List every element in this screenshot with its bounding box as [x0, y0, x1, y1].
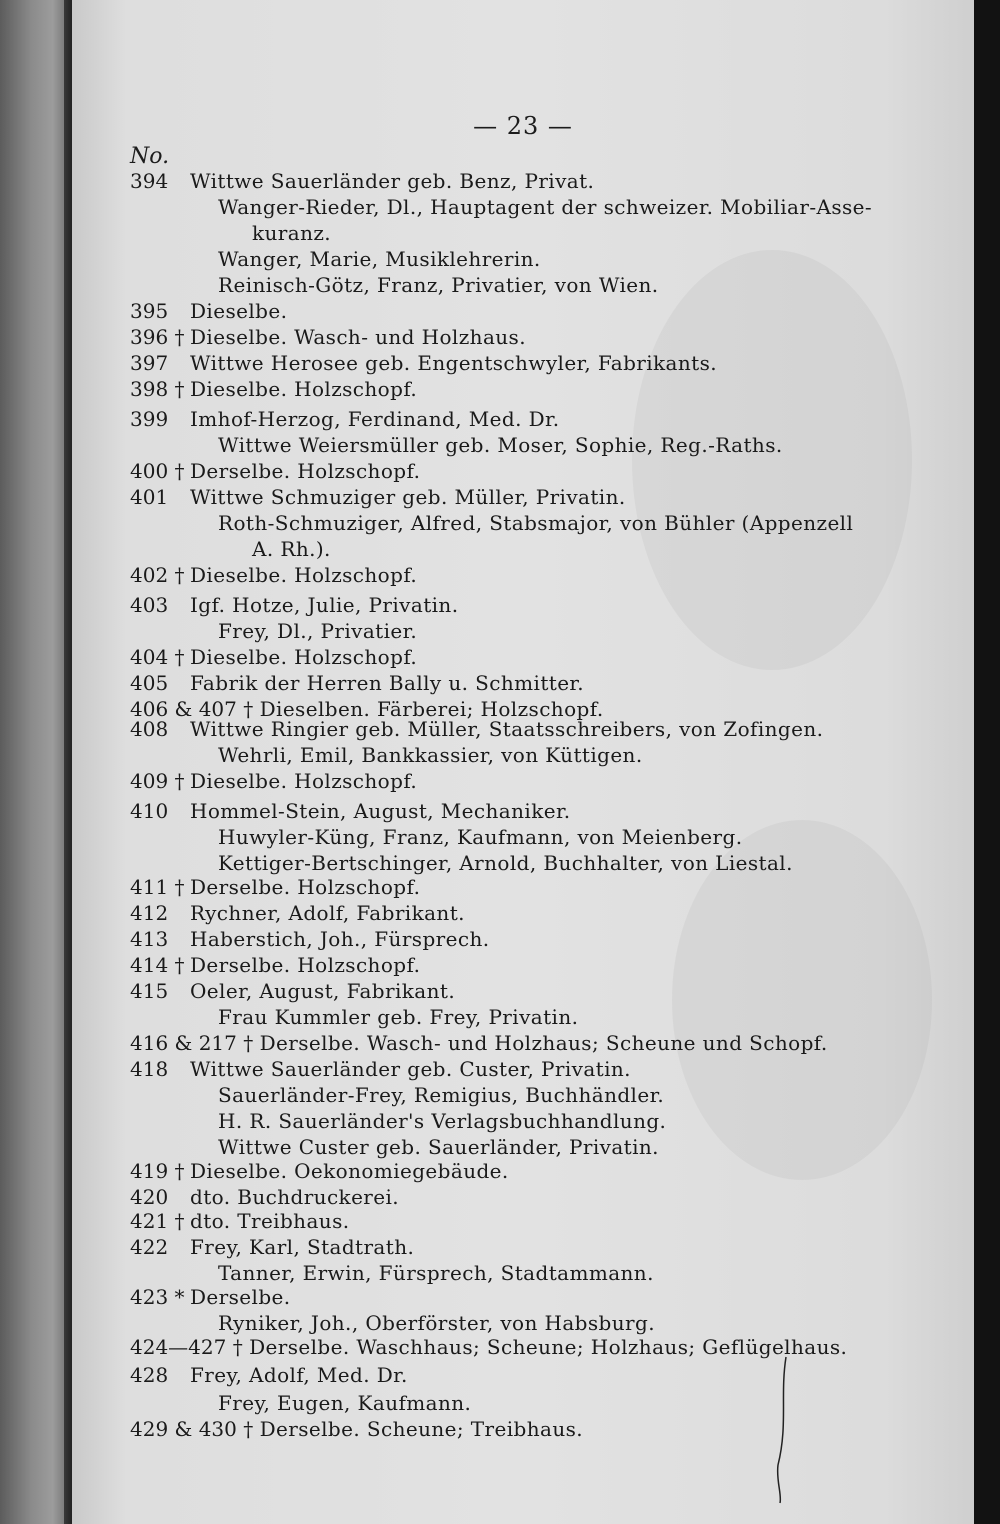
entry-line: [72, 618, 974, 644]
entry-number: 396 †: [130, 325, 185, 349]
entry-text: A. Rh.).: [252, 537, 331, 561]
entry-number: 428: [130, 1363, 169, 1387]
entry-line: [72, 432, 974, 458]
entry-line: [72, 592, 974, 618]
entry-line: [72, 900, 974, 926]
entry-text: Huwyler-Küng, Franz, Kaufmann, von Meienberg.: [218, 825, 743, 849]
entry-text: H. R. Sauerländer's Verlagsbuchhandlung.: [218, 1109, 667, 1133]
entry-line: [72, 484, 974, 510]
entry-text: Dieselbe. Wasch- und Holzhaus.: [190, 325, 526, 349]
entry-line: [72, 768, 974, 794]
entry-text: Wittwe Ringier geb. Müller, Staatsschreibers, von Zofingen.: [190, 717, 824, 741]
entry-line: [72, 220, 974, 246]
entry-line: [72, 1310, 974, 1336]
entry-line: [72, 874, 974, 900]
entry-text: Haberstich, Joh., Fürsprech.: [190, 927, 490, 951]
entry-number: 403: [130, 593, 169, 617]
entry-text: Wanger-Rieder, Dl., Hauptagent der schweizer. Mobiliar-Asse-: [218, 195, 873, 219]
entry-text: kuranz.: [252, 221, 332, 245]
entry-wrap: [130, 1416, 583, 1442]
entry-line: [72, 1158, 974, 1184]
entry-text: Derselbe. Holzschopf.: [190, 459, 421, 483]
entry-line: [72, 562, 974, 588]
entry-number: 422: [130, 1235, 169, 1259]
entry-number: 411 †: [130, 875, 185, 899]
entry-line: [72, 246, 974, 272]
entry-text: Ryniker, Joh., Oberförster, von Habsburg.: [218, 1311, 655, 1335]
entry-text: Oeler, August, Fabrikant.: [190, 979, 456, 1003]
entry-number: 423 *: [130, 1285, 185, 1309]
page-number: — 23 —: [473, 112, 573, 140]
entry-number: 409 †: [130, 769, 185, 793]
entry-number: 421 †: [130, 1209, 185, 1233]
entry-number: 415: [130, 979, 169, 1003]
entry-text: Derselbe. Scheune; Treibhaus.: [259, 1417, 584, 1441]
entry-number: 416 & 217 †: [130, 1031, 260, 1055]
entry-number: 419 †: [130, 1159, 185, 1183]
entry-text: Frey, Eugen, Kaufmann.: [218, 1391, 472, 1415]
entry-text: Derselbe. Holzschopf.: [190, 875, 421, 899]
entry-line: [72, 1390, 974, 1416]
entry-number: 404 †: [130, 645, 185, 669]
entry-number: 398 †: [130, 377, 185, 401]
entry-text: Wittwe Sauerländer geb. Benz, Privat.: [190, 169, 595, 193]
entry-number: 414 †: [130, 953, 185, 977]
entry-line: [72, 324, 974, 350]
entry-number: 413: [130, 927, 169, 951]
entry-text: Dieselbe. Holzschopf.: [190, 377, 418, 401]
entry-line: [72, 644, 974, 670]
book-page: [72, 0, 974, 1524]
entry-text: Igf. Hotze, Julie, Privatin.: [190, 593, 459, 617]
entry-text: Wittwe Schmuziger geb. Müller, Privatin.: [190, 485, 626, 509]
entry-text: Reinisch-Götz, Franz, Privatier, von Wien.: [218, 273, 659, 297]
pen-mark: [772, 1355, 792, 1505]
entry-line: [72, 458, 974, 484]
entry-line: [72, 978, 974, 1004]
entry-text: Rychner, Adolf, Fabrikant.: [190, 901, 465, 925]
entry-line: [72, 742, 974, 768]
entry-list: [72, 0, 974, 1524]
entry-line: [72, 1362, 974, 1388]
entry-number: 429 & 430 †: [130, 1417, 260, 1441]
entry-line: [72, 716, 974, 742]
entry-number: 402 †: [130, 563, 185, 587]
entry-text: Dieselbe. Holzschopf.: [190, 645, 418, 669]
entry-line: [72, 670, 974, 696]
entry-text: Hommel-Stein, August, Mechaniker.: [190, 799, 571, 823]
entry-number: 401: [130, 485, 169, 509]
entry-line: [72, 1208, 974, 1234]
entry-text: Wittwe Custer geb. Sauerländer, Privatin.: [218, 1135, 659, 1159]
entry-text: Kettiger-Bertschinger, Arnold, Buchhalter, von Liestal.: [218, 851, 793, 875]
entry-text: Fabrik der Herren Bally u. Schmitter.: [190, 671, 584, 695]
entry-text: dto. Buchdruckerei.: [190, 1185, 400, 1209]
entry-text: Derselbe. Holzschopf.: [190, 953, 421, 977]
entry-line: [72, 168, 974, 194]
entry-line: [72, 536, 974, 562]
entry-line: [72, 1260, 974, 1286]
book-gutter: [64, 0, 72, 1524]
entry-text: Wittwe Herosee geb. Engentschwyler, Fabrikants.: [190, 351, 718, 375]
entry-text: dto. Treibhaus.: [190, 1209, 350, 1233]
entry-text: Wittwe Weiersmüller geb. Moser, Sophie, Reg.-Raths.: [218, 433, 783, 457]
entry-text: Wehrli, Emil, Bankkassier, von Küttigen.: [218, 743, 643, 767]
entry-text: Derselbe.: [190, 1285, 291, 1309]
entry-text: Dieselben. Färberei; Holzschopf.: [259, 697, 604, 721]
entry-number: 408: [130, 717, 169, 741]
entry-number: 412: [130, 901, 169, 925]
entry-line: [72, 510, 974, 536]
entry-text: Sauerländer-Frey, Remigius, Buchhändler.: [218, 1083, 665, 1107]
column-header-no: No.: [130, 144, 170, 169]
entry-text: Dieselbe. Holzschopf.: [190, 769, 418, 793]
entry-line: [72, 1184, 974, 1210]
entry-line: [72, 1056, 974, 1082]
entry-text: Derselbe. Wasch- und Holzhaus; Scheune und Schopf.: [259, 1031, 828, 1055]
entry-line: [72, 1082, 974, 1108]
entry-line: [72, 376, 974, 402]
entry-line: [72, 194, 974, 220]
entry-text: Frey, Dl., Privatier.: [218, 619, 418, 643]
entry-line: [72, 272, 974, 298]
entry-text: Frey, Adolf, Med. Dr.: [190, 1363, 408, 1387]
entry-text: Wanger, Marie, Musiklehrerin.: [218, 247, 541, 271]
entry-line: [72, 1108, 974, 1134]
entry-line: [72, 926, 974, 952]
entry-number: 394: [130, 169, 169, 193]
entry-line: [72, 1234, 974, 1260]
entry-line: [72, 1416, 974, 1442]
entry-line: [72, 1134, 974, 1160]
entry-text: Frau Kummler geb. Frey, Privatin.: [218, 1005, 579, 1029]
entry-number: 420: [130, 1185, 169, 1209]
entry-text: Frey, Karl, Stadtrath.: [190, 1235, 415, 1259]
entry-number: 395: [130, 299, 169, 323]
entry-number: 410: [130, 799, 169, 823]
background-edge: [974, 0, 1000, 1524]
entry-line: [72, 824, 974, 850]
entry-line: [72, 1284, 974, 1310]
entry-line: [72, 850, 974, 876]
entry-number: 399: [130, 407, 169, 431]
entry-number: 424—427 †: [130, 1335, 250, 1359]
entry-wrap: [130, 1030, 828, 1056]
entry-number: 405: [130, 671, 169, 695]
entry-number: 400 †: [130, 459, 185, 483]
entry-text: Tanner, Erwin, Fürsprech, Stadtammann.: [218, 1261, 654, 1285]
entry-text: Wittwe Sauerländer geb. Custer, Privatin.: [190, 1057, 631, 1081]
entry-wrap: [130, 1334, 847, 1360]
entry-text: Dieselbe. Holzschopf.: [190, 563, 418, 587]
entry-line: [72, 798, 974, 824]
entry-text: Dieselbe. Oekonomiegebäude.: [190, 1159, 509, 1183]
entry-number: 418: [130, 1057, 169, 1081]
entry-text: Dieselbe.: [190, 299, 288, 323]
entry-line: [72, 1334, 974, 1360]
entry-text: Roth-Schmuziger, Alfred, Stabsmajor, von Bühler (Appenzell: [218, 511, 854, 535]
entry-line: [72, 952, 974, 978]
entry-line: [72, 350, 974, 376]
entry-text: Imhof-Herzog, Ferdinand, Med. Dr.: [190, 407, 560, 431]
entry-line: [72, 406, 974, 432]
entry-line: [72, 1030, 974, 1056]
entry-text: Derselbe. Waschhaus; Scheune; Holzhaus; Geflügelhaus.: [249, 1335, 848, 1359]
entry-line: [72, 1004, 974, 1030]
entry-line: [72, 298, 974, 324]
facing-page-edge: [0, 0, 70, 1524]
entry-number: 397: [130, 351, 169, 375]
entry-number: 406 & 407 †: [130, 697, 260, 721]
